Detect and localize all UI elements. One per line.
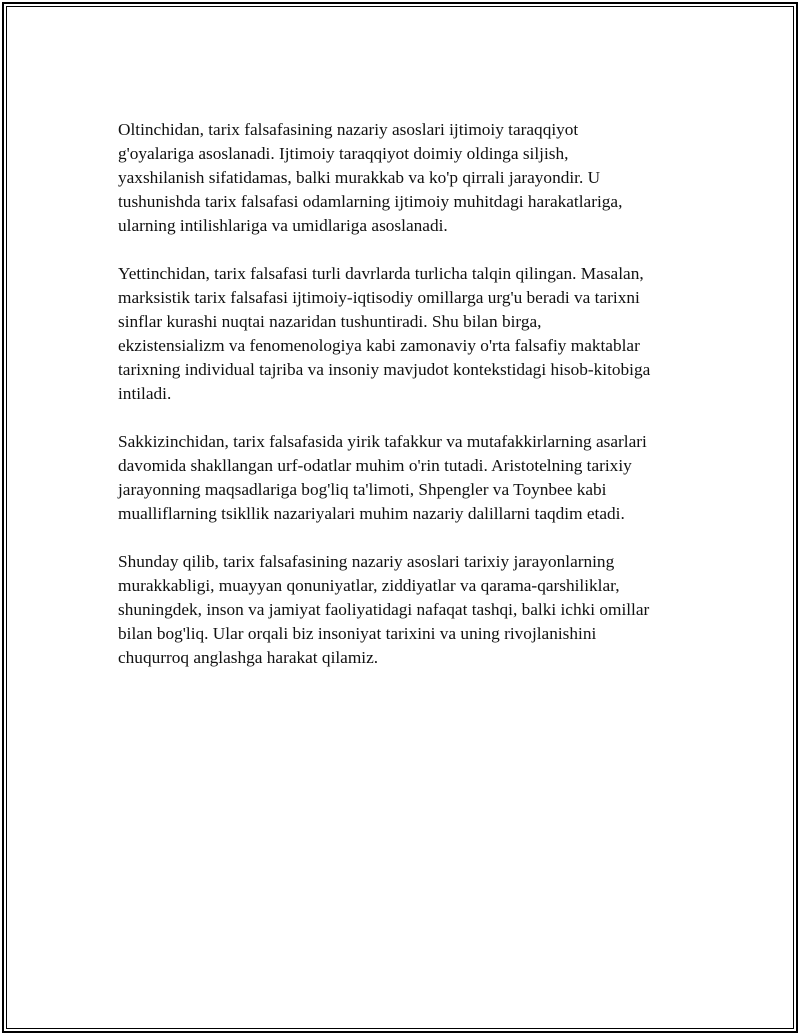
paragraph-shunday-qilib xyxy=(118,550,708,670)
text-line: Shunday qilib, tarix falsafasining nazariy asoslari tarixiy jarayonlarning xyxy=(118,552,615,571)
text-line: shuningdek, inson va jamiyat faoliyatidagi nafaqat tashqi, balki ichki omillar xyxy=(118,600,650,619)
text-line: tushunishda tarix falsafasi odamlarning ijtimoiy muhitdagi harakatlariga, xyxy=(118,192,623,211)
text-line: Sakkizinchidan, tarix falsafasida yirik tafakkur va mutafakkirlarning asarlari xyxy=(118,432,647,451)
paragraph-oltinchidan xyxy=(118,118,708,238)
text-line: bilan bog'liq. Ular orqali biz insoniyat tarixini va uning rivojlanishini xyxy=(118,624,597,643)
document-body xyxy=(118,118,708,694)
text-line: yaxshilanish sifatidamas, balki murakkab va ko'p qirrali jarayondir. U xyxy=(118,168,601,187)
text-line: intiladi. xyxy=(118,384,172,403)
text-line: murakkabligi, muayyan qonuniyatlar, ziddiyatlar va qarama-qarshiliklar, xyxy=(118,576,620,595)
paragraph-sakkizinchidan xyxy=(118,430,708,526)
text-line: ekzistensializm va fenomenologiya kabi zamonaviy o'rta falsafiy maktablar xyxy=(118,336,640,355)
text-line: davomida shakllangan urf-odatlar muhim o'rin tutadi. Aristotelning tarixiy xyxy=(118,456,632,475)
text-line: marksistik tarix falsafasi ijtimoiy-iqtisodiy omillarga urg'u beradi va tarixni xyxy=(118,288,640,307)
text-line: tarixning individual tajriba va insoniy mavjudot kontekstidagi hisob-kitobiga xyxy=(118,360,651,379)
text-line: mualliflarning tsikllik nazariyalari muhim nazariy dalillarni taqdim etadi. xyxy=(118,504,625,523)
text-line: Yettinchidan, tarix falsafasi turli davrlarda turlicha talqin qilingan. Masalan, xyxy=(118,264,644,283)
text-line: chuqurroq anglashga harakat qilamiz. xyxy=(118,648,379,667)
text-line: g'oyalariga asoslanadi. Ijtimoiy taraqqiyot doimiy oldinga siljish, xyxy=(118,144,569,163)
paragraph-yettinchidan xyxy=(118,262,708,406)
text-line: sinflar kurashi nuqtai nazaridan tushuntiradi. Shu bilan birga, xyxy=(118,312,542,331)
text-line: ularning intilishlariga va umidlariga asoslanadi. xyxy=(118,216,448,235)
text-line: jarayonning maqsadlariga bog'liq ta'limoti, Shpengler va Toynbee kabi xyxy=(118,480,607,499)
text-line: Oltinchidan, tarix falsafasining nazariy asoslari ijtimoiy taraqqiyot xyxy=(118,120,579,139)
